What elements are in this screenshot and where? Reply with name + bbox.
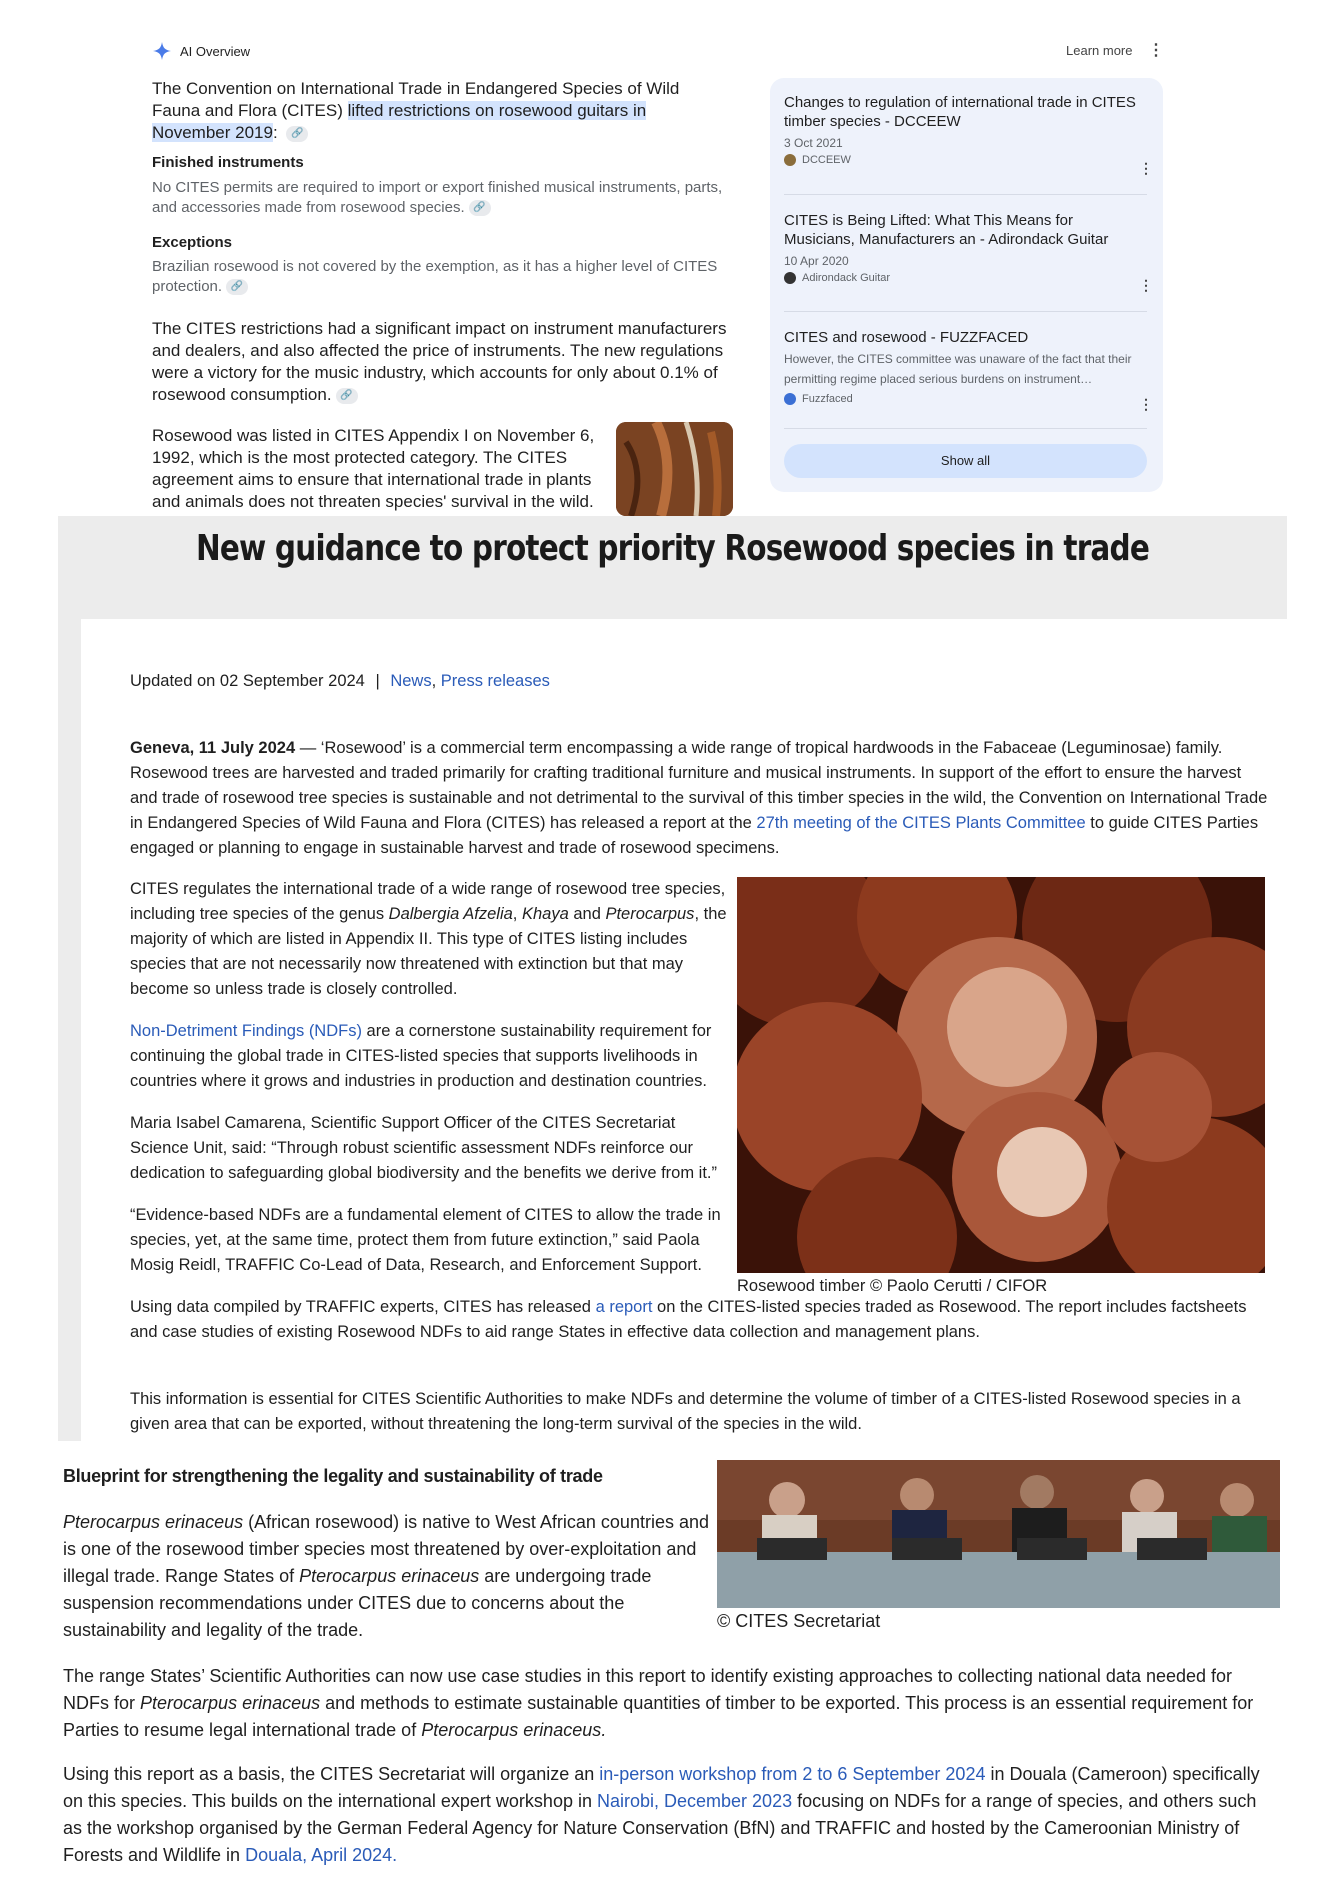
highlighted-answer: lifted restrictions on rosewood guitars in November 2019 xyxy=(152,101,647,142)
link-icon[interactable]: 🔗 xyxy=(336,388,358,404)
more-options-icon[interactable]: ⋮ xyxy=(1148,42,1164,59)
sources-panel xyxy=(770,78,1163,492)
section-heading-finished: Finished instruments xyxy=(152,154,304,171)
photo-caption: © CITES Secretariat xyxy=(717,1611,881,1631)
source-date: 10 Apr 2020 xyxy=(784,254,849,268)
more-options-icon[interactable]: ⋮ xyxy=(1139,396,1153,412)
paragraph-intro: Geneva, 11 July 2024 — ‘Rosewood’ is a commercial term encompassing a wide range of tropical hardwoods in the Fabaceae (Leguminosae) family. Rosewood trees are harvested and traded primarily for crafting traditional furniture and musical instruments. In support of the effort to ensure the harvest and trade of rosewood tree species is sustainable and not detrimental to the survival of this timber species in the wild, the Convention on International Trade in Endangered Species of Wild Fauna and Flora (CITES) has released a report at the 27th meeting of the CITES Plants Committee to guide CITES Parties engaged or planning to engage in sustainable harvest and trade of rosewood specimens. xyxy=(130,739,1268,857)
ai-overview-header xyxy=(152,41,250,61)
source-title[interactable]: CITES and rosewood - FUZZFACED xyxy=(784,329,1029,346)
source-snippet: However, the CITES committee was unaware of the fact that their permitting regime placed serious burdens on instrument… xyxy=(784,352,1132,386)
learn-more-link[interactable]: Learn more xyxy=(1066,43,1133,58)
section-heading-exceptions: Exceptions xyxy=(152,234,233,251)
source-site: Fuzzfaced xyxy=(784,393,1147,405)
divider xyxy=(784,428,1147,429)
more-options-icon[interactable]: ⋮ xyxy=(1139,160,1153,176)
fuzzfaced-favicon-icon xyxy=(784,393,796,405)
section-text-finished: No CITES permits are required to import or export finished musical instruments, parts, and accessories made from rosewood species. 🔗 xyxy=(152,179,723,216)
paragraph-report: Using data compiled by TRAFFIC experts, CITES has released a report on the CITES-listed species traded as Rosewood. The report includes factsheets and case studies of existing Rosewood NDFs to aid range States in effective data collection and management plans. xyxy=(130,1298,1247,1341)
cites-panel-photo xyxy=(717,1460,1280,1608)
source-title[interactable]: Changes to regulation of international trade in CITES timber species - DCCEEW xyxy=(784,94,1136,130)
source-card[interactable] xyxy=(784,211,1147,284)
ai-impact-paragraph: The CITES restrictions had a significant impact on instrument manufacturers and dealers, and also affected the price of instruments. The new regulations were a victory for the music industry, which accounts for only about 0.1% of rosewood consumption. 🔗 xyxy=(152,319,727,404)
source-site: DCCEEW xyxy=(784,154,1147,166)
article-title: New guidance to protect priority Rosewood species in trade xyxy=(195,528,1150,569)
source-date: 3 Oct 2021 xyxy=(784,136,843,150)
douala-link[interactable]: Douala, April 2024. xyxy=(245,1845,398,1865)
divider xyxy=(784,311,1147,312)
plants-committee-link[interactable]: 27th meeting of the CITES Plants Committee xyxy=(756,814,1086,832)
section-text-exceptions: Brazilian rosewood is not covered by the exemption, as it has a higher level of CITES protection. 🔗 xyxy=(152,258,718,295)
sparkle-icon xyxy=(152,41,172,61)
dcceew-favicon-icon xyxy=(784,154,796,166)
paragraph-regulates: CITES regulates the international trade of a wide range of rosewood tree species, including tree species of the genus Dalbergia Afzelia, Khaya and Pterocarpus, the majority of which are listed in Appendix II. This type of CITES listing includes species that are not necessarily now threatened with extinction but that may become so unless trade is closely controlled. xyxy=(130,880,727,998)
photo-caption: Rosewood timber © Paolo Cerutti / CIFOR xyxy=(737,1277,1048,1295)
paragraph-information: This information is essential for CITES Scientific Authorities to make NDFs and determine the volume of timber of a CITES-listed Rosewood species in a given area that can be exported, without threatening the long-term survival of the species in the wild. xyxy=(130,1390,1241,1433)
ndf-link[interactable]: Non-Detriment Findings (NDFs) xyxy=(130,1022,362,1040)
source-card[interactable] xyxy=(784,93,1147,166)
updated-date: Updated on 02 September 2024 xyxy=(130,672,365,690)
workshop-link[interactable]: in-person workshop from 2 to 6 September 2024 xyxy=(599,1764,986,1784)
rosewood-timber-photo xyxy=(737,877,1265,1273)
link-icon[interactable]: 🔗 xyxy=(226,279,248,295)
paragraph-quote-camarena: Maria Isabel Camarena, Scientific Support Officer of the CITES Secretariat Science Unit, said: “Through robust scientific assessment NDFs reinforce our dedication to safeguarding global biodiversity and the benefits we derive from it.” xyxy=(130,1114,718,1182)
guitar-thumbnail[interactable] xyxy=(616,422,733,516)
divider xyxy=(784,194,1147,195)
paragraph-ndfs: Non-Detriment Findings (NDFs) are a cornerstone sustainability requirement for continuing the global trade in CITES-listed species that supports livelihoods in countries where it grows and industries in production and destination countries. xyxy=(130,1022,712,1090)
report-link[interactable]: a report xyxy=(595,1298,653,1316)
category-press-link[interactable]: Press releases xyxy=(440,672,550,690)
paragraph-workshop: Using this report as a basis, the CITES Secretariat will organize an in-person workshop from 2 to 6 September 2024 in Douala (Cameroon) specifically on this species. This builds on the international expert workshop in Nairobi, December 2023 focusing on NDFs for a range of species, and others such as the workshop organised by the German Federal Agency for Nature Conservation (BfN) and TRAFFIC and hosted by the Cameroonian Ministry of Forests and Wildlife in Douala, April 2024. xyxy=(63,1764,1260,1865)
show-all-button[interactable]: Show all xyxy=(784,444,1147,478)
source-card[interactable] xyxy=(784,328,1147,405)
ai-overview-intro: The Convention on International Trade in Endangered Species of Wild Fauna and Flora (CITES) lifted restrictions on rosewood guitars in November 2019: 🔗 xyxy=(152,79,680,142)
article-meta: Updated on 02 September 2024 | News, Press releases xyxy=(130,672,550,690)
source-site: Adirondack Guitar xyxy=(784,272,1147,284)
category-news-link[interactable]: News xyxy=(390,672,432,690)
source-title[interactable]: CITES is Being Lifted: What This Means for Musicians, Manufacturers an - Adirondack Guitar xyxy=(784,212,1109,248)
nairobi-link[interactable]: Nairobi, December 2023 xyxy=(596,1791,793,1811)
section-heading-blueprint: Blueprint for strengthening the legality and sustainability of trade xyxy=(63,1466,603,1486)
ai-listing-paragraph: Rosewood was listed in CITES Appendix I on November 6, 1992, which is the most protected category. The CITES agreement aims to ensure that international trade in plants and animals does not threaten species' survival in the wild. xyxy=(152,425,612,535)
link-icon[interactable]: 🔗 xyxy=(469,200,491,216)
ai-overview-label: AI Overview xyxy=(180,43,251,59)
link-icon[interactable]: 🔗 xyxy=(286,126,308,142)
paragraph-quote-mosig: “Evidence-based NDFs are a fundamental element of CITES to allow the trade in species, yet, at the same time, protect them from future extinction,” said Paola Mosig Reidl, TRAFFIC Co-Lead of Data, Research, and Enforcement Support. xyxy=(130,1206,721,1274)
paragraph-range-states: The range States’ Scientific Authorities can now use case studies in this report to identify existing approaches to collecting national data needed for NDFs for Pterocarpus erinaceus and methods to estimate sustainable quantities of timber to be exported. This process is an essential requirement for Parties to resume legal international trade of Pterocarpus erinaceus. xyxy=(63,1666,1254,1740)
adirondack-favicon-icon xyxy=(784,272,796,284)
paragraph-pterocarpus: Pterocarpus erinaceus (African rosewood) is native to West African countries and is one of the rosewood timber species most threatened by over-exploitation and illegal trade. Range States of Pterocarpus erinaceus are undergoing trade suspension recommendations under CITES due to concerns about the sustainability and legality of the trade. xyxy=(63,1512,709,1640)
more-options-icon[interactable]: ⋮ xyxy=(1139,277,1153,293)
